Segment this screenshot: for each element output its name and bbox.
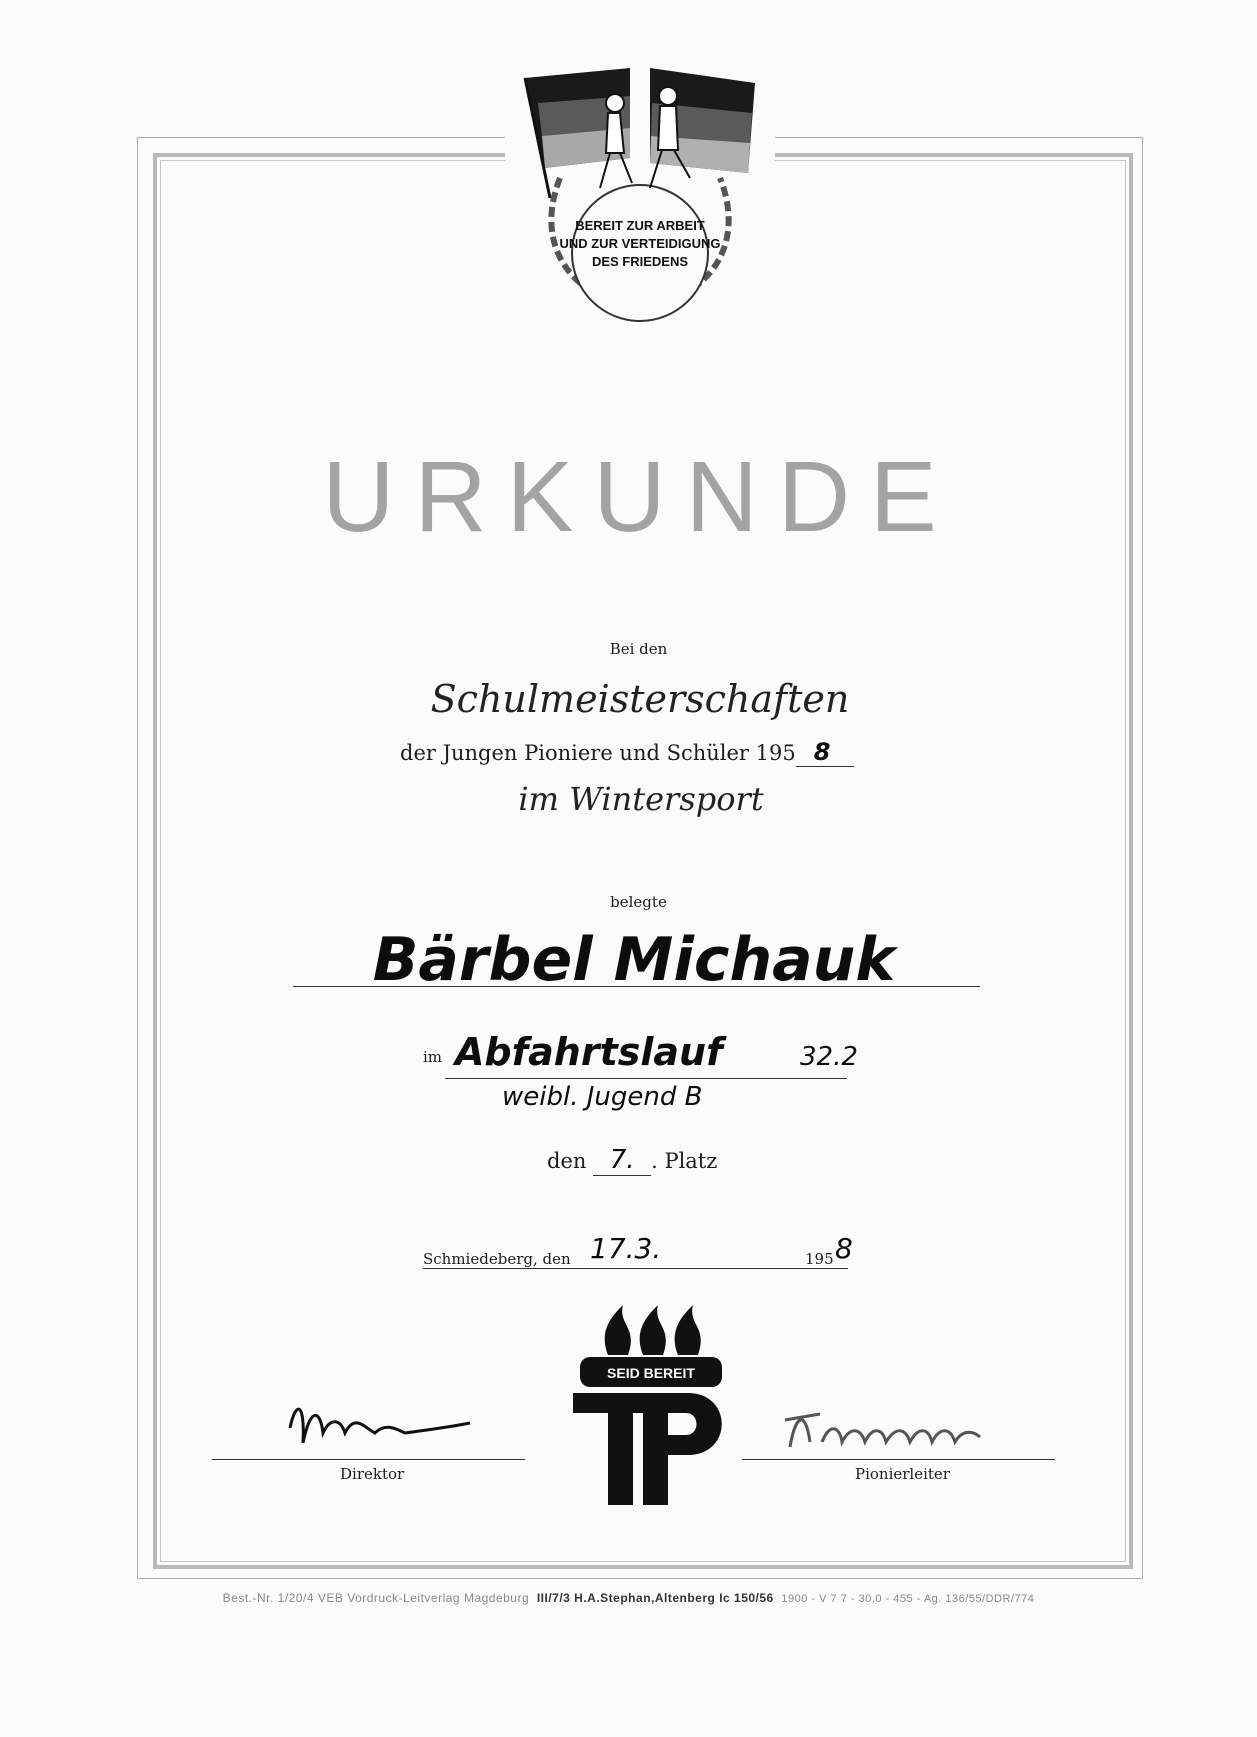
sports-badge-emblem — [520, 58, 760, 328]
im-label: im — [423, 1048, 443, 1066]
printer-footer — [0, 1591, 1257, 1605]
pioneer-leader-label: Pionierleiter — [855, 1465, 950, 1483]
pioneer-leader-line — [742, 1447, 1055, 1460]
place-suffix: . Platz — [651, 1149, 718, 1173]
location-label: Schmiedeberg, den — [423, 1250, 571, 1268]
pioneer-banner-text: SEID BEREIT — [607, 1365, 695, 1381]
year-prefix: 195 — [805, 1250, 834, 1268]
emblem-text-line-3: DES FRIEDENS — [591, 254, 689, 269]
pioneer-emblem — [568, 1305, 734, 1510]
event-name: Schulmeisterschaften — [430, 677, 850, 721]
place-line — [547, 1145, 717, 1176]
event-line — [400, 738, 854, 767]
participant-name: Bärbel Michauk — [372, 925, 896, 995]
category-handwritten: weibl. Jugend B — [502, 1082, 703, 1112]
event-handwritten: Abfahrtslauf — [455, 1030, 723, 1074]
year-digit: 8 — [835, 1232, 853, 1265]
event-time: 32.2 — [800, 1042, 858, 1072]
footer-part-3: 1900 - V 7 7 - 30,0 - 455 - Ag. 136/55/DDR/774 — [781, 1593, 1035, 1605]
event-line-prefix: der Jungen Pioniere und Schüler 195 — [400, 741, 796, 765]
place-prefix: den — [547, 1149, 587, 1173]
director-label: Direktor — [340, 1465, 405, 1483]
date-handwritten: 17.3. — [590, 1232, 662, 1265]
footer-part-2: III/7/3 H.A.Stephan,Altenberg Ic 150/56 — [536, 1591, 774, 1605]
certificate-title: URKUNDE — [322, 441, 957, 553]
flame-icon — [605, 1305, 701, 1355]
belegte-text: belegte — [610, 893, 667, 911]
event-year-digit: 8 — [796, 738, 854, 767]
emblem-text-line-2: UND ZUR VERTEIDIGUNG — [559, 236, 721, 251]
tp-letters-icon — [573, 1393, 722, 1505]
emblem-text-line-1: BEREIT ZUR ARBEIT — [575, 218, 705, 233]
intro-text: Bei den — [609, 640, 668, 658]
place-value: 7. — [593, 1145, 651, 1176]
footer-part-1: Best.-Nr. 1/20/4 VEB Vordruck-Leitverlag Magdeburg — [222, 1591, 530, 1605]
director-line — [212, 1447, 525, 1460]
discipline-line: im Wintersport — [518, 780, 764, 818]
